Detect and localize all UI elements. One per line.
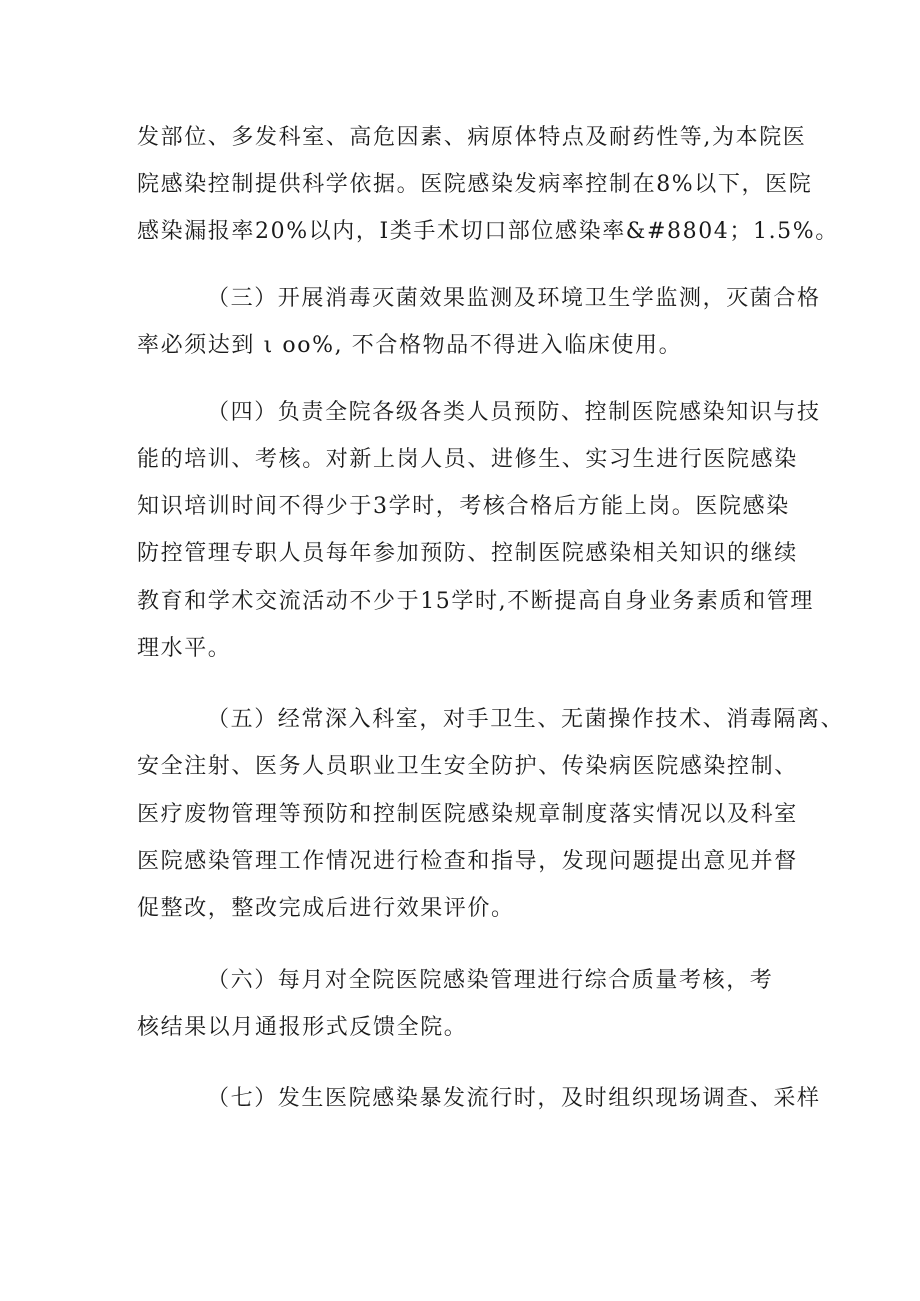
- text-line: 教育和学术交流活动不少于15学时,不断提高自身业务素质和管理: [137, 589, 814, 614]
- text-line: 医疗废物管理等预防和控制医院感染规章制度落实情况以及科室: [137, 802, 798, 827]
- paragraph-5-start: （五）经常深入科室，对手卫生、无菌操作技术、消毒隔离、: [207, 707, 845, 732]
- text-line: 促整改，整改完成后进行效果评价。: [137, 896, 515, 921]
- text-line: 发部位、多发科室、高危因素、病原体特点及耐药性等,为本院医: [137, 125, 807, 150]
- paragraph-7-start: （七）发生医院感染暴发流行时，及时组织现场调查、采样: [207, 1086, 821, 1111]
- text-line: 核结果以月通报形式反馈全院。: [137, 1015, 468, 1040]
- text-line: 防控管理专职人员每年参加预防、控制医院感染相关知识的继续: [137, 541, 798, 566]
- paragraph-3-start: （三）开展消毒灭菌效果监测及环境卫生学监测，灭菌合格: [207, 286, 821, 311]
- text-line: 安全注射、医务人员职业卫生安全防护、传染病医院感染控制、: [137, 754, 798, 779]
- text-line: 知识培训时间不得少于3学时，考核合格后方能上岗。医院感染: [137, 494, 790, 519]
- text-line: 能的培训、考核。对新上岗人员、进修生、实习生进行医院感染: [137, 447, 798, 472]
- text-line: 理水平。: [137, 636, 232, 661]
- paragraph-4-start: （四）负责全院各级各类人员预防、控制医院感染知识与技: [207, 400, 821, 425]
- text-line: 医院感染管理工作情况进行检查和指导，发现问题提出意见并督: [137, 849, 798, 874]
- text-line: 感染漏报率20%以内，I类手术切口部位感染率&#8804；1.5%。: [137, 219, 839, 244]
- paragraph-6-start: （六）每月对全院医院感染管理进行综合质量考核，考: [207, 968, 774, 993]
- text-line: 院感染控制提供科学依据。医院感染发病率控制在8%以下，医院: [137, 172, 813, 197]
- text-line: 率必须达到 ι oo%, 不合格物品不得进入临床使用。: [137, 333, 683, 358]
